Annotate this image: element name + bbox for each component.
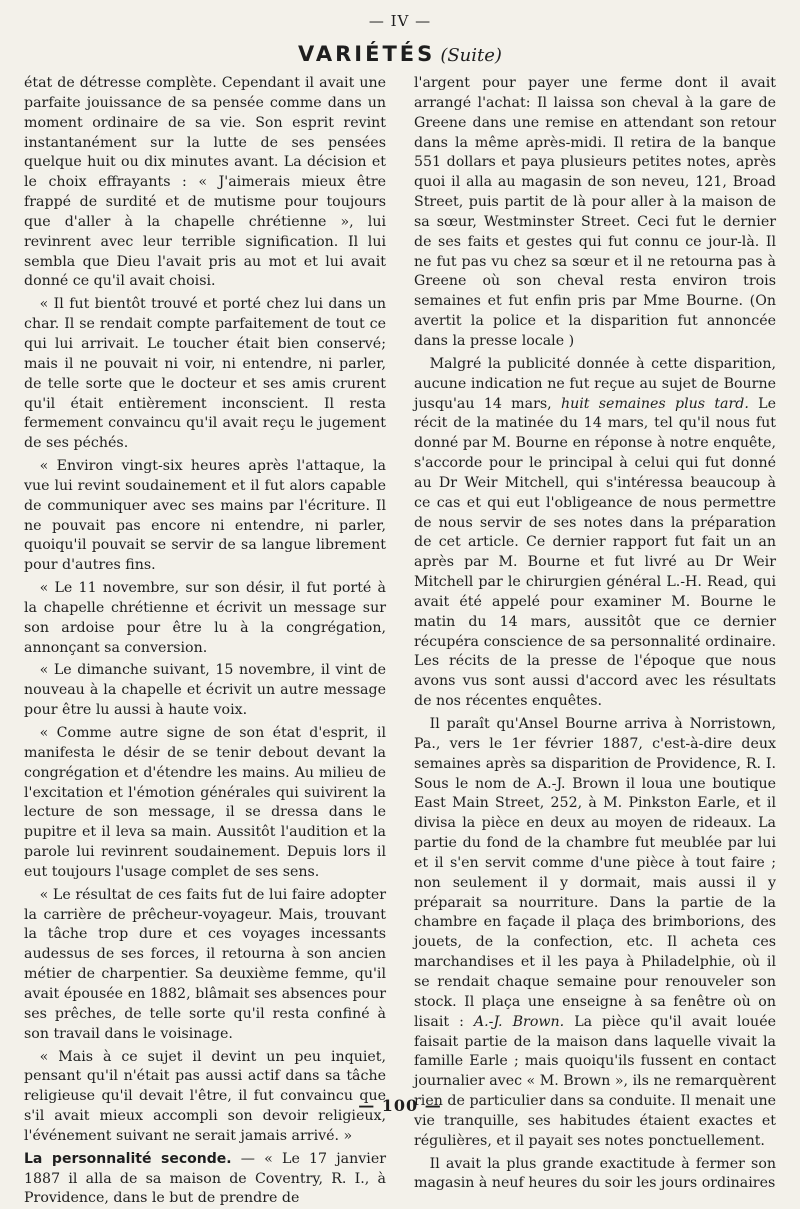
paragraph: l'argent pour payer une ferme dont il avait arrangé l'achat: Il laissa son cheval à la gare de Greene dans une remise en attendant son retour dans la même après-midi. Il retira de la banque 551 dollars et paya plusieurs petites notes, après quoi il alla au magasin de son neveu, 121, Broad Street, puis partit de là pour aller à la maison de sa sœur, Westminster Street. Ceci fut le dernier de ses faits et gestes qui fut connu ce jour-là. Il ne fut pas vu chez sa sœur et il ne retourna pas à Greene où son cheval resta environ trois semaines et fut enfin pris par Mme Bourne. (On avertit la police et la disparition fut annoncée dans la presse locale ) (414, 75, 776, 349)
section-heading (0, 42, 800, 66)
paragraph-text: La pièce qu'il avait louée faisait partie de la maison dans laquelle vivait la famille Earle ; mais quoiqu'ils fussent en contact journalier avec « M. Brown », ils ne remarquèrent rien de particulier dans sa conduite. Il menait une vie tranquille, ses habitudes étaient exactes et régulières, et il payait ses notes ponctuellement. (414, 1013, 776, 1149)
paragraph-text: Il paraît qu'Ansel Bourne arriva à Norristown, Pa., vers le 1er février 1887, c'est-à-dire deux semaines après sa disparition de Providence, R. I. Sous le nom de A.-J. Brown il loua une boutique East Main Street, 252, à M. Pinkston Earle, et il divisa la pièce en deux au moyen de rideaux. La partie du fond de la chambre fut meublée par lui et il s'en servit comme d'une pièce à tout faire ; non seulement il y dormait, mais aussi il y préparait sa nourriture. Dans la partie de la chambre en façade il plaça des brimborions, des jouets, de la confection, etc. Il acheta ces marchandises et il les paya à Philadelphie, où il se rendait chaque semaine pour renouveler son stock. Il plaça une enseigne à sa fenêtre où on lisait : (414, 716, 776, 1030)
paragraph-text: Malgré la publicité donnée à cette disparition, aucune indication ne fut reçue au sujet de Bourne jusqu'au 14 mars, (414, 355, 776, 412)
paragraph (414, 355, 776, 712)
paragraph: Il avait la plus grande exactitude à fermer son magasin à neuf heures du soir les jours ordinaires (414, 1155, 776, 1192)
paragraph: « Mais à ce sujet il devint un peu inquiet, pensant qu'il n'était pas aussi actif dans sa tâche religieuse qu'il devait l'être, il fut convaincu que s'il avait mieux accompli son devoir religieux, l'événement suivant ne serait jamais arrivé. » (24, 1048, 386, 1144)
emphasis-text: huit semaines plus tard. (560, 395, 749, 412)
paragraph: état de détresse complète. Cependant il avait une parfaite jouissance de sa pensée comme dans un moment ordinaire de sa vie. Son esprit revint instantanément sur la lutte de ses pensées quelque huit ou dix minutes avant. La décision et le choix effrayants : « J'aimerais mieux être frappé de surdité et de mutisme pour toujours que d'aller à la chapelle chrétienne », lui revinrent avec leur terrible signification. Il lui sembla que Dieu l'avait pris au mot et lui avait donné ce qu'il avait choisi. (24, 75, 386, 290)
paragraph-text: — « Le 17 janvier 1887 il alla de sa maison de Coventry, R. I., à Providence, dans le but de prendre de (24, 1150, 387, 1207)
section-title: VARIÉTÉS (298, 42, 436, 66)
section-title-suffix: (Suite) (440, 45, 502, 66)
emphasis-text: A.-J. Brown. (473, 1013, 565, 1030)
subsection-heading: La personnalité seconde. (24, 1150, 232, 1167)
paragraph-text: Le récit de la matinée du 14 mars, tel qu'il nous fut donné par M. Bourne en réponse à notre enquête, s'accorde pour le principal à celui qui fut donné au Dr Weir Mitchell, qui s'intéressa beaucoup à ce cas et qui eut l'obligeance de nous permettre de nous servir de ses notes dans la préparation de cet article. Ce dernier rapport fut fait un an après par M. Bourne et fut livré au Dr Weir Mitchell par le chirurgien général L.-H. Read, qui avait été appelé pour examiner M. Bourne le matin du 14 mars, aussitôt que ce dernier récupéra conscience de sa personnalité ordinaire. Les récits de la presse de l'époque que nous avons vus sont aussi d'accord avec les résultats de nos récentes enquêtes. (414, 395, 777, 710)
paragraph: « Environ vingt-six heures après l'attaque, la vue lui revint soudainement et il fut alors capable de communiquer avec ses mains par l'écriture. Il ne pouvait pas encore ni entendre, ni parler, quoiqu'il pouvait se servir de sa langue librement pour d'autres fins. (24, 458, 386, 574)
paragraph (414, 715, 776, 1152)
paragraph: « Comme autre signe de son état d'esprit, il manifesta le désir de se tenir debout devant la congrégation et d'étendre les mains. Au milieu de l'excitation et l'émotion générales qui suivirent la lecture de son message, il se dressa dans le pupitre et il leva sa main. Aussitôt l'audition et la parole lui revinrent soudainement. Depuis lors il eut toujours l'usage complet de ses sens. (24, 725, 386, 880)
paragraph: « Le résultat de ces faits fut de lui faire adopter la carrière de prêcheur-voyageur. Mais, trouvant la tâche trop dure et ces voyages incessants audessus de ses forces, il retourna à son ancien métier de charpentier. Sa deuxième femme, qu'il avait épousée en 1882, blâmait ses absences pour ses prêches, de telle sorte qu'il resta confiné à son travail dans le voisinage. (24, 886, 386, 1042)
paragraph: « Le 11 novembre, sur son désir, il fut porté à la chapelle chrétienne et écrivit un message sur son ardoise pour être lu à la congrégation, annonçant sa conversion. (24, 580, 386, 656)
paragraph-subsection (24, 1150, 386, 1209)
page-number: — 100 — (358, 1096, 442, 1115)
paragraph: « Il fut bientôt trouvé et porté chez lui dans un char. Il se rendait compte parfaitement de tout ce qui lui arrivait. Le toucher était bien conservé; mais il ne pouvait ni voir, ni entendre, ni parler, de telle sorte que le docteur et ses amis crurent qu'il était entièrement inconscient. Il resta fermement convaincu qu'il avait reçu le jugement de ses péchés. (24, 296, 386, 452)
paragraph: « Le dimanche suivant, 15 novembre, il vint de nouveau à la chapelle et écrivit un autre message pour être lu aussi à haute voix. (24, 662, 386, 719)
left-column (24, 74, 386, 1209)
roman-page-numeral: — IV — (368, 12, 432, 30)
right-column (414, 74, 776, 1194)
